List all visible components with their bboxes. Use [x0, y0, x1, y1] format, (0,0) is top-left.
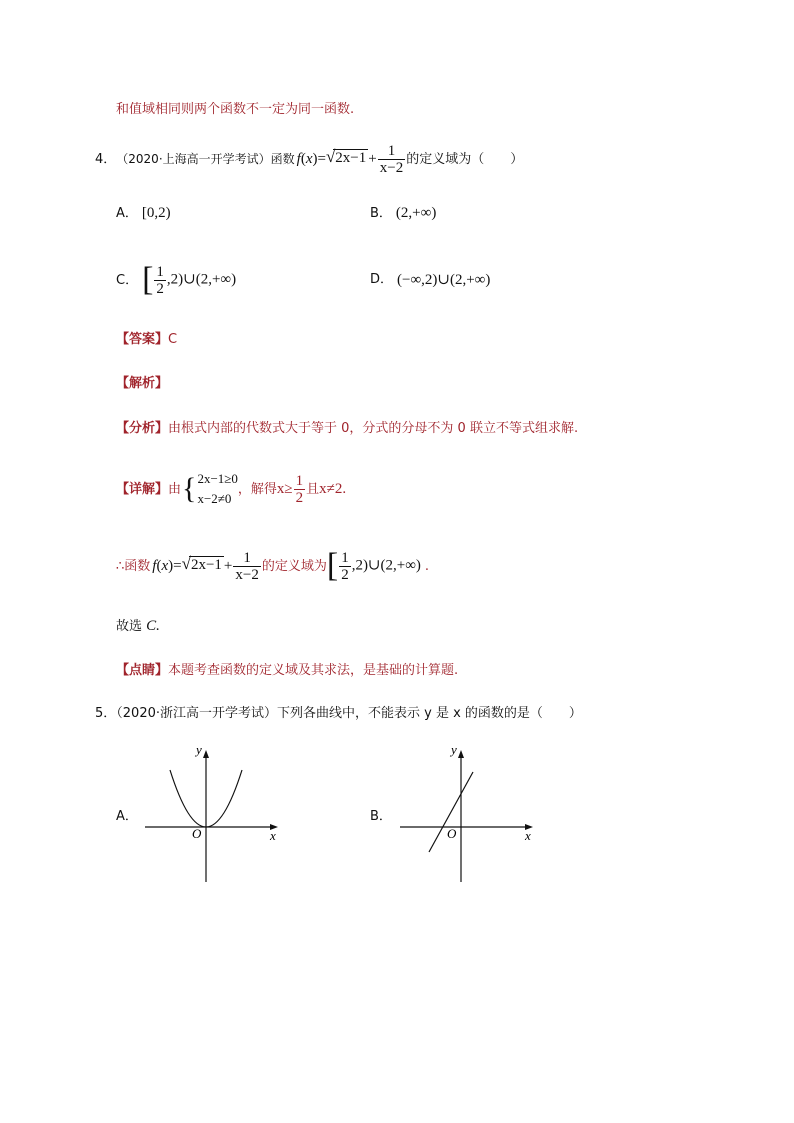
graph-b	[395, 742, 540, 887]
origin-label: O	[192, 826, 202, 841]
option-a[interactable]: A． [0,2)	[116, 205, 171, 221]
origin-label: O	[447, 826, 457, 841]
continued-explanation: 和值域相同则两个函数不一定为同一函数.	[116, 102, 355, 117]
graph-b-label[interactable]: B．	[370, 809, 392, 824]
x-label: x	[270, 828, 276, 843]
graph-a-label[interactable]: A．	[116, 809, 138, 824]
question-source: （2020·上海高一开学考试）函数	[116, 152, 295, 166]
option-b[interactable]: B． (2,+∞)	[370, 205, 437, 221]
detailed-solution: 【详解】 由 { 2x−1≥0 x−2≠0 ，解得 x≥ $\frac{1}{2}$ 且 x≠2.	[116, 471, 347, 506]
y-label: y	[451, 742, 457, 757]
x-label: x	[525, 828, 531, 843]
option-d[interactable]: D． (−∞,2)∪(2,+∞)	[370, 272, 491, 288]
comment-line: 【点睛】本题考查函数的定义域及其求法，是基础的计算题.	[116, 663, 459, 678]
answer-line: 【答案】C	[116, 332, 178, 347]
question-tail: 的定义域为（ ）	[406, 151, 524, 167]
y-label: y	[196, 742, 202, 757]
question-5: 5．（2020·浙江高一开学考试）下列各曲线中，不能表示 y 是 x 的函数的是（ ）	[95, 706, 582, 721]
option-c[interactable]: C． [ $\frac{1}{2}$ ,2)∪(2,+∞)	[116, 261, 237, 298]
fenxi-line: 【分析】由根式内部的代数式大于等于 0，分式的分母不为 0 联立不等式组求解.	[116, 421, 579, 436]
analysis-heading: 【解析】	[116, 376, 169, 391]
y-axis-arrow	[458, 750, 464, 758]
conclusion-line: ∴函数 f(x)=√2x−1 + $\frac{1}{x-2}$ 的定义域为 [ $\frac{1}{2}$ ,2)∪(2,+∞) .	[116, 547, 430, 584]
function-expression: f(x)=√2x−1 + $\frac{1}{x-2}$	[296, 142, 404, 176]
y-axis-arrow	[203, 750, 209, 758]
graph-a	[140, 742, 285, 887]
question-4	[95, 142, 524, 176]
question-number: 4．	[95, 151, 117, 167]
choose-line: 故选 C.	[116, 618, 160, 634]
